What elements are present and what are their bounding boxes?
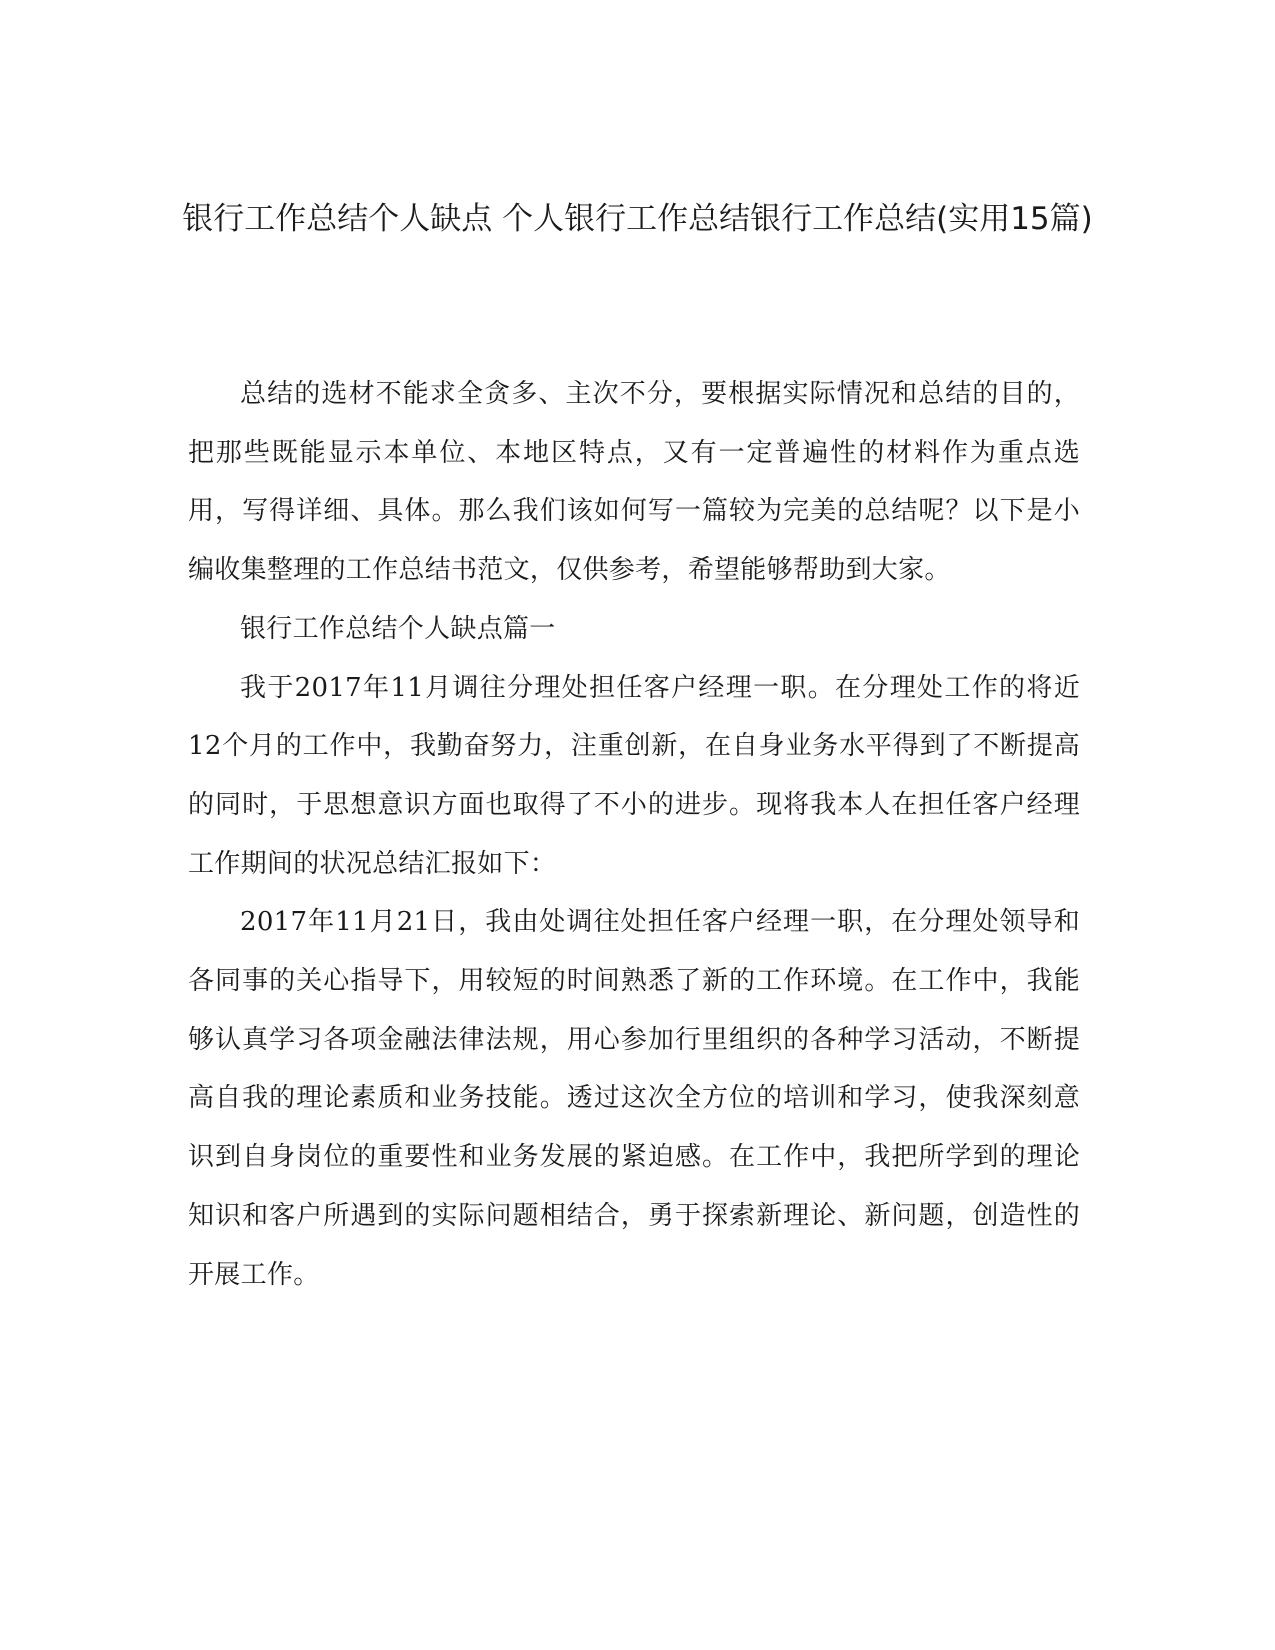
intro-paragraph: 总结的选材不能求全贪多、主次不分，要根据实际情况和总结的目的，把那些既能显示本单位、本地区特点，又有一定普遍性的材料作为重点选用，写得详细、具体。那么我们该如何写一篇较为完美的总结呢？以下是小编收集整理的工作总结书范文，仅供参考，希望能够帮助到大家。 <box>188 379 1080 586</box>
body-paragraph: 我于2017年11月调往分理处担任客户经理一职。在分理处工作的将近12个月的工作中，我勤奋努力，注重创新，在自身业务水平得到了不断提高的同时，于思想意识方面也取得了不小的进步。现将我本人在担任客户经理工作期间的状况总结汇报如下： <box>188 672 1080 879</box>
body-paragraph: 2017年11月21日，我由处调往处担任客户经理一职，在分理处领导和各同事的关心指导下，用较短的时间熟悉了新的工作环境。在工作中，我能够认真学习各项金融法律法规，用心参加行里组织的各种学习活动，不断提高自我的理论素质和业务技能。透过这次全方位的培训和学习，使我深刻意识到自身岗位的重要性和业务发展的紧迫感。在工作中，我把所学到的理论知识和客户所遇到的实际问题相结合，勇于探索新理论、新问题，创造性的开展工作。 <box>188 907 1080 1290</box>
section-heading: 银行工作总结个人缺点篇一 <box>240 613 556 644</box>
document-body <box>188 365 1080 1304</box>
document-title: 银行工作总结个人缺点 个人银行工作总结银行工作总结(实用15篇) <box>182 201 1093 237</box>
